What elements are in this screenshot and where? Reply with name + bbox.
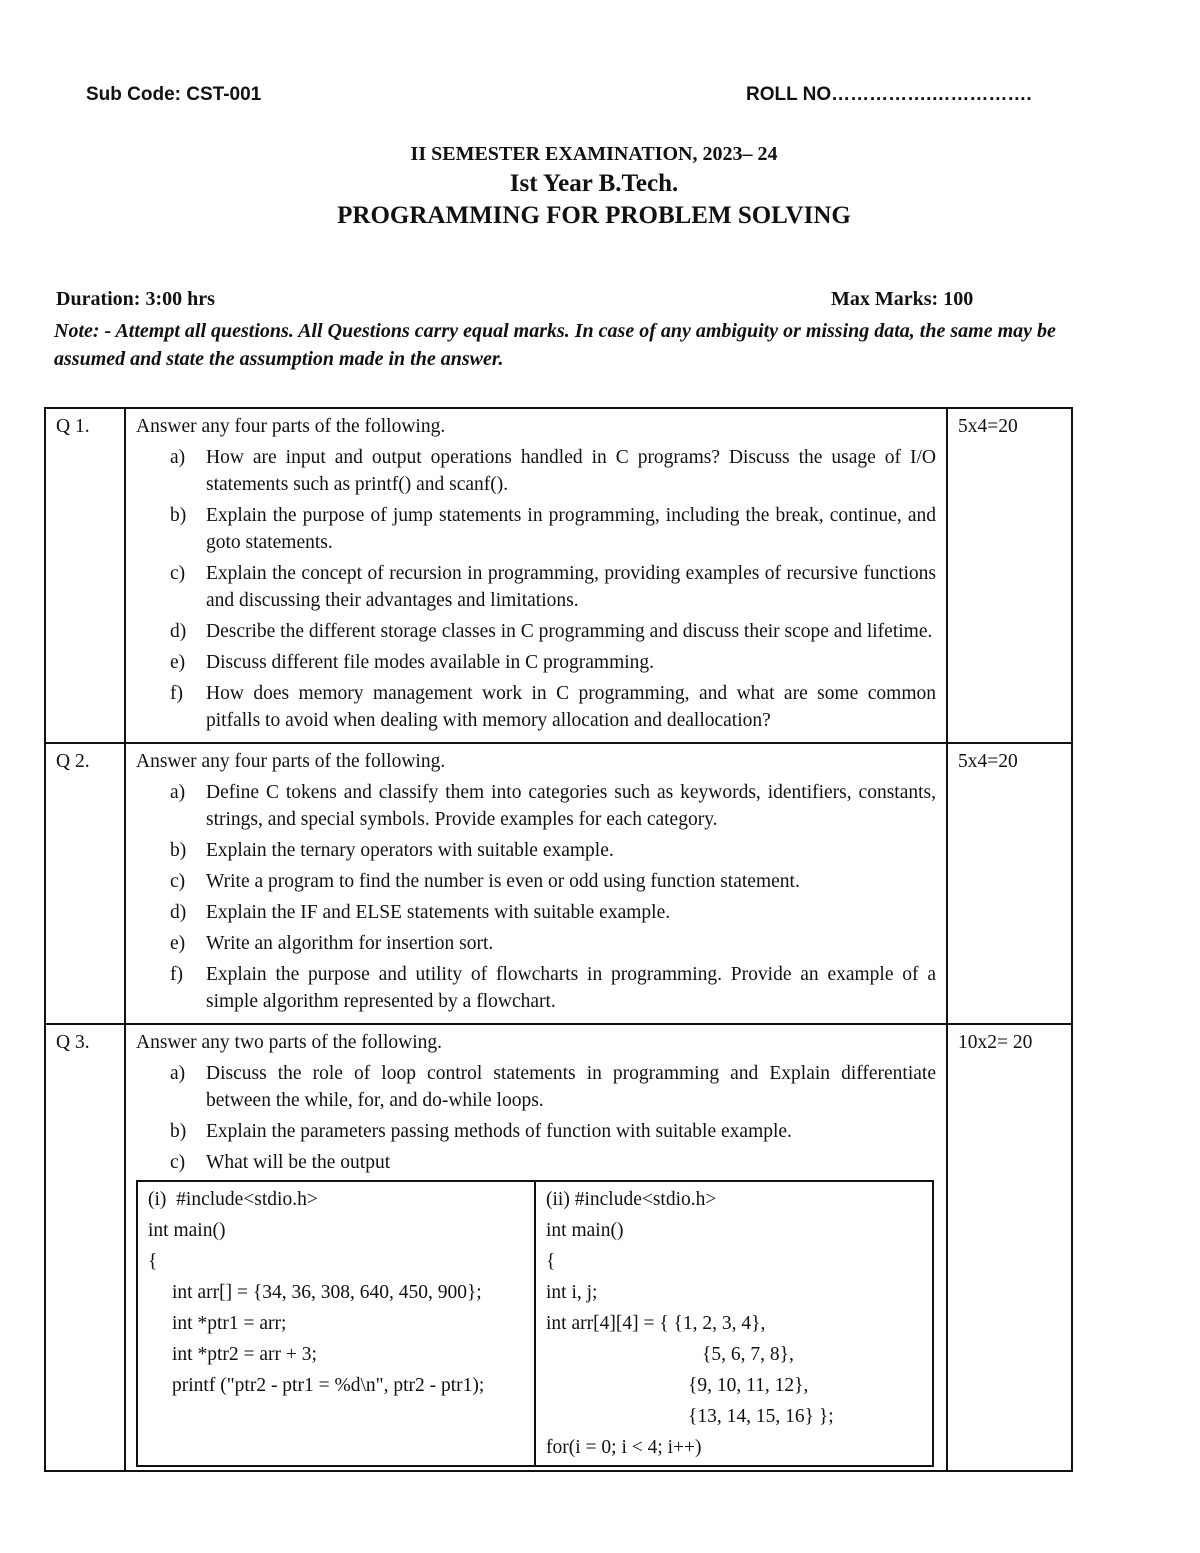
part-text: Write a program to find the number is even or odd using function statement. (206, 871, 800, 892)
subject-code: Sub Code: CST-001 (86, 84, 262, 105)
code-line: {9, 10, 11, 12}, (688, 1375, 809, 1396)
code-line: printf ("ptr2 - ptr1 = %d\n", ptr2 - ptr1); (172, 1375, 485, 1396)
part-text: Write an algorithm for insertion sort. (206, 933, 494, 954)
part-letter: d) (170, 902, 187, 923)
part-text: Explain the ternary operators with suitable example. (206, 840, 614, 861)
question-part (136, 618, 936, 645)
code-line: int i, j; (546, 1282, 598, 1303)
question-intro: Answer any two parts of the following. (136, 1032, 442, 1053)
question-marks: 5x4=20 (947, 743, 1072, 1024)
code-line: for(i = 0; i < 4; i++) (546, 1437, 702, 1458)
question-part (136, 649, 936, 676)
question-intro: Answer any four parts of the following. (136, 416, 446, 437)
code-line: (i) #include<stdio.h> (148, 1189, 318, 1210)
question-marks: 5x4=20 (947, 408, 1072, 743)
exam-title: II SEMESTER EXAMINATION, 2023– 24 (410, 143, 778, 165)
question-number: Q 1. (45, 408, 125, 743)
question-part (136, 560, 936, 614)
part-letter: f) (170, 683, 183, 704)
question-body (125, 1024, 947, 1471)
question-part (136, 680, 936, 734)
part-letter: b) (170, 1121, 187, 1142)
code-line: { (546, 1251, 556, 1272)
part-letter: a) (170, 447, 186, 468)
question-row (45, 408, 1072, 743)
part-text: Explain the IF and ELSE statements with suitable example. (206, 902, 671, 923)
part-text: Explain the parameters passing methods of function with suitable example. (206, 1121, 792, 1142)
question-parts (136, 779, 936, 1015)
part-letter: a) (170, 782, 186, 803)
part-text: Explain the purpose of jump statements in programming, including the break, continue, and goto statements. (206, 505, 936, 553)
code-line: int main() (546, 1220, 624, 1241)
part-letter: c) (170, 871, 186, 892)
part-text: What will be the output (206, 1152, 391, 1173)
question-marks: 10x2= 20 (947, 1024, 1072, 1471)
question-part (136, 961, 936, 1015)
question-body (125, 743, 947, 1024)
course-year: Ist Year B.Tech. (509, 170, 679, 197)
part-text: How does memory management work in C programming, and what are some common pitfalls to avoid when dealing with memory allocation and deallocation? (206, 683, 936, 731)
question-part (136, 444, 936, 498)
question-number: Q 2. (45, 743, 125, 1024)
part-letter: b) (170, 505, 187, 526)
question-part (136, 502, 936, 556)
question-table (44, 407, 1073, 1472)
code-block-right (535, 1181, 933, 1466)
part-letter: e) (170, 933, 186, 954)
part-letter: c) (170, 563, 186, 584)
question-number: Q 3. (45, 1024, 125, 1471)
code-line: int *ptr2 = arr + 3; (172, 1344, 317, 1365)
question-part (136, 1118, 936, 1145)
code-line: int main() (148, 1220, 226, 1241)
code-table (136, 1180, 934, 1467)
code-line: int *ptr1 = arr; (172, 1313, 287, 1334)
question-part (136, 837, 936, 864)
part-text: Describe the different storage classes in C programming and discuss their scope and lifetime. (206, 621, 933, 642)
question-part (136, 930, 936, 957)
max-marks: Max Marks: 100 (831, 288, 974, 310)
part-letter: c) (170, 1152, 186, 1173)
question-row (45, 1024, 1072, 1471)
part-text: Define C tokens and classify them into categories such as keywords, identifiers, constants, strings, and special symbols. Provide examples for each category. (206, 782, 936, 830)
part-text: How are input and output operations handled in C programs? Discuss the usage of I/O statements such as printf() and scanf(). (206, 447, 936, 495)
code-line: int arr[4][4] = { {1, 2, 3, 4}, (546, 1313, 766, 1334)
code-block-left (137, 1181, 535, 1466)
part-text: Explain the concept of recursion in programming, providing examples of recursive functions and discussing their advantages and limitations. (206, 563, 936, 611)
code-line: int arr[] = {34, 36, 308, 640, 450, 900}; (172, 1282, 482, 1303)
question-part (136, 779, 936, 833)
question-part (136, 1060, 936, 1114)
question-part (136, 868, 936, 895)
part-text: Explain the purpose and utility of flowcharts in programming. Provide an example of a simple algorithm represented by a flowchart. (206, 964, 936, 1012)
roll-number-field: ROLL NO…………….……………. (746, 84, 1032, 105)
part-letter: f) (170, 964, 183, 985)
part-text: Discuss the role of loop control statements in programming and Explain differentiate between the while, for, and do-while loops. (206, 1063, 936, 1111)
question-parts (136, 444, 936, 734)
part-letter: d) (170, 621, 187, 642)
part-letter: b) (170, 840, 187, 861)
code-line: {13, 14, 15, 16} }; (688, 1406, 834, 1427)
code-line: (ii) #include<stdio.h> (546, 1189, 717, 1210)
question-part (136, 899, 936, 926)
instructions-note: Note: - Attempt all questions. All Questions carry equal marks. In case of any ambiguity or missing data, the same may be assumed and state the assumption made in the answer. (54, 320, 1056, 370)
duration: Duration: 3:00 hrs (56, 288, 215, 310)
question-part (136, 1149, 936, 1176)
question-parts (136, 1060, 936, 1176)
part-text: Discuss different file modes available in C programming. (206, 652, 655, 673)
question-intro: Answer any four parts of the following. (136, 751, 446, 772)
code-line: {5, 6, 7, 8}, (702, 1344, 794, 1365)
subject-title: PROGRAMMING FOR PROBLEM SOLVING (337, 202, 851, 229)
code-line: { (148, 1251, 158, 1272)
part-letter: a) (170, 1063, 186, 1084)
question-row (45, 743, 1072, 1024)
question-body (125, 408, 947, 743)
part-letter: e) (170, 652, 186, 673)
